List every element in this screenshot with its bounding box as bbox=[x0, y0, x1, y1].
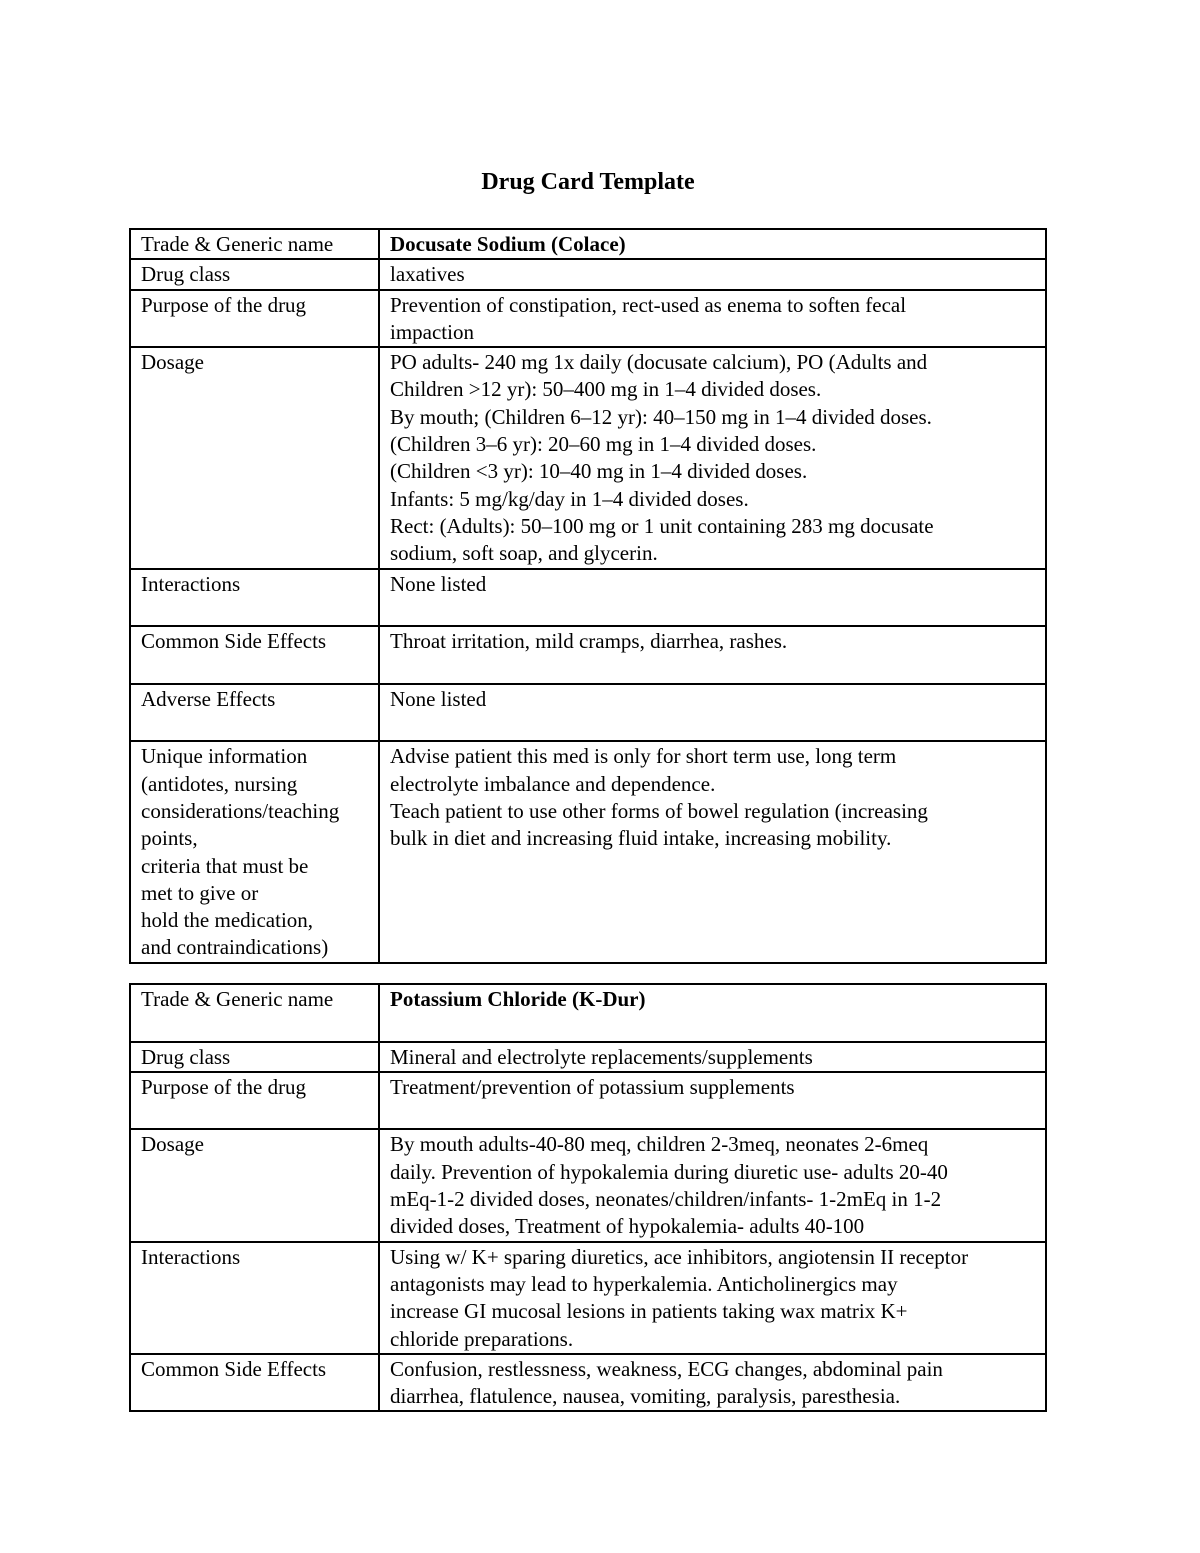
field-label-line: hold the medication, bbox=[141, 908, 314, 933]
field-label-line: considerations/teaching bbox=[141, 798, 340, 823]
drug-card-table-docusate bbox=[129, 228, 1047, 964]
field-label-cell bbox=[130, 1129, 379, 1241]
field-value-line: None listed bbox=[390, 571, 487, 596]
field-value-line: (Children 3–6 yr): 20–60 mg in 1–4 divided doses. bbox=[390, 432, 817, 457]
field-value-line: sodium, soft soap, and glycerin. bbox=[390, 541, 658, 566]
field-label-line: Interactions bbox=[141, 1244, 241, 1269]
field-label-line: Interactions bbox=[141, 571, 241, 596]
table-row-interactions bbox=[130, 569, 1046, 627]
table-row-drug-class bbox=[130, 259, 1046, 289]
field-value-line: Prevention of constipation, rect-used as enema to soften fecal bbox=[390, 292, 907, 317]
field-value-line: Treatment/prevention of potassium supplements bbox=[390, 1074, 795, 1099]
field-label-cell bbox=[130, 569, 379, 627]
field-label-cell bbox=[130, 1072, 379, 1130]
table-row-purpose-of-the-drug bbox=[130, 1072, 1046, 1130]
field-label-line: Adverse Effects bbox=[141, 686, 276, 711]
field-label-line: Common Side Effects bbox=[141, 1356, 327, 1381]
field-label-cell bbox=[130, 1042, 379, 1072]
field-label-cell bbox=[130, 1242, 379, 1354]
field-value-line: divided doses, Treatment of hypokalemia- adults 40-100 bbox=[390, 1214, 865, 1239]
field-label-cell bbox=[130, 347, 379, 568]
table-row-common-side-effects bbox=[130, 1354, 1046, 1412]
field-label-line: and contraindications) bbox=[141, 935, 329, 960]
field-label-line: (antidotes, nursing bbox=[141, 771, 298, 796]
field-label-line: Unique information bbox=[141, 744, 308, 769]
field-value-line: (Children <3 yr): 10–40 mg in 1–4 divided doses. bbox=[390, 459, 808, 484]
field-value-cell bbox=[379, 1242, 1046, 1354]
table-row-purpose-of-the-drug bbox=[130, 290, 1046, 348]
table-row-trade-generic-name bbox=[130, 984, 1046, 1042]
field-label-line: Dosage bbox=[141, 350, 204, 375]
field-label-line: Dosage bbox=[141, 1132, 204, 1157]
field-value-line: By mouth adults-40-80 meq, children 2-3meq, neonates 2-6meq bbox=[390, 1132, 929, 1157]
field-label-line: Drug class bbox=[141, 1044, 231, 1069]
field-value-line: Using w/ K+ sparing diuretics, ace inhibitors, angiotensin II receptor bbox=[390, 1244, 969, 1269]
field-label-cell bbox=[130, 1354, 379, 1412]
field-label-line: Purpose of the drug bbox=[141, 292, 307, 317]
table-row-drug-class bbox=[130, 1042, 1046, 1072]
field-value-line: Advise patient this med is only for short term use, long term bbox=[390, 744, 897, 769]
field-value-cell bbox=[379, 1354, 1046, 1412]
field-label-cell bbox=[130, 259, 379, 289]
field-value-line: Confusion, restlessness, weakness, ECG changes, abdominal pain bbox=[390, 1356, 943, 1381]
table-row-dosage bbox=[130, 1129, 1046, 1241]
field-value-cell bbox=[379, 347, 1046, 568]
field-value-cell bbox=[379, 1072, 1046, 1130]
field-value-line: laxatives bbox=[390, 262, 465, 287]
field-value-line: diarrhea, flatulence, nausea, vomiting, paralysis, paresthesia. bbox=[390, 1384, 901, 1409]
field-value-line: antagonists may lead to hyperkalemia. Anticholinergics may bbox=[390, 1271, 898, 1296]
drug-name: Potassium Chloride (K-Dur) bbox=[390, 987, 646, 1011]
field-value-line: impaction bbox=[390, 319, 474, 344]
table-row-trade-generic-name bbox=[130, 229, 1046, 259]
drug-name: Docusate Sodium (Colace) bbox=[390, 232, 626, 256]
field-value-line: mEq-1-2 divided doses, neonates/children/infants- 1-2mEq in 1-2 bbox=[390, 1187, 942, 1212]
field-value-cell bbox=[379, 1129, 1046, 1241]
field-value-line: electrolyte imbalance and dependence. bbox=[390, 771, 716, 796]
field-value-line: bulk in diet and increasing fluid intake, increasing mobility. bbox=[390, 826, 892, 851]
field-value-line: daily. Prevention of hypokalemia during diuretic use- adults 20-40 bbox=[390, 1159, 948, 1184]
field-value-line: None listed bbox=[390, 686, 487, 711]
field-value-line: increase GI mucosal lesions in patients taking wax matrix K+ bbox=[390, 1299, 908, 1324]
field-value-cell bbox=[379, 290, 1046, 348]
field-label-line: Trade & Generic name bbox=[141, 987, 334, 1011]
field-value-cell bbox=[379, 229, 1046, 259]
field-label-cell bbox=[130, 229, 379, 259]
field-label-line: Trade & Generic name bbox=[141, 232, 334, 256]
field-label-line: criteria that must be bbox=[141, 853, 309, 878]
table-row-adverse-effects bbox=[130, 684, 1046, 742]
field-value-cell bbox=[379, 569, 1046, 627]
field-value-line: chloride preparations. bbox=[390, 1326, 574, 1351]
table-row-unique-information bbox=[130, 741, 1046, 962]
field-label-line: Drug class bbox=[141, 262, 231, 287]
field-value-line: By mouth; (Children 6–12 yr): 40–150 mg in 1–4 divided doses. bbox=[390, 404, 932, 429]
field-label-cell bbox=[130, 684, 379, 742]
field-value-line: Children >12 yr): 50–400 mg in 1–4 divided doses. bbox=[390, 377, 822, 402]
field-value-cell bbox=[379, 626, 1046, 684]
field-value-cell bbox=[379, 1042, 1046, 1072]
page-title: Drug Card Template bbox=[481, 169, 695, 195]
field-label-line: Common Side Effects bbox=[141, 629, 327, 654]
field-value-cell bbox=[379, 684, 1046, 742]
field-value-line: Rect: (Adults): 50–100 mg or 1 unit containing 283 mg docusate bbox=[390, 513, 934, 538]
field-label-line: points, bbox=[141, 826, 198, 851]
table-row-dosage bbox=[130, 347, 1046, 568]
field-value-line: Teach patient to use other forms of bowel regulation (increasing bbox=[390, 798, 928, 823]
field-value-cell bbox=[379, 984, 1046, 1042]
field-value-line: Mineral and electrolyte replacements/supplements bbox=[390, 1044, 813, 1069]
field-label-line: met to give or bbox=[141, 880, 259, 905]
field-value-cell bbox=[379, 259, 1046, 289]
field-label-line: Purpose of the drug bbox=[141, 1074, 307, 1099]
table-row-interactions bbox=[130, 1242, 1046, 1354]
field-label-cell bbox=[130, 984, 379, 1042]
field-label-cell bbox=[130, 290, 379, 348]
drug-card-table-potassium bbox=[129, 983, 1047, 1412]
field-label-cell bbox=[130, 741, 379, 962]
field-value-line: Infants: 5 mg/kg/day in 1–4 divided doses. bbox=[390, 486, 749, 511]
table-row-common-side-effects bbox=[130, 626, 1046, 684]
field-value-line: Throat irritation, mild cramps, diarrhea, rashes. bbox=[390, 629, 788, 654]
field-label-cell bbox=[130, 626, 379, 684]
field-value-line: PO adults- 240 mg 1x daily (docusate calcium), PO (Adults and bbox=[390, 350, 928, 375]
field-value-cell bbox=[379, 741, 1046, 962]
